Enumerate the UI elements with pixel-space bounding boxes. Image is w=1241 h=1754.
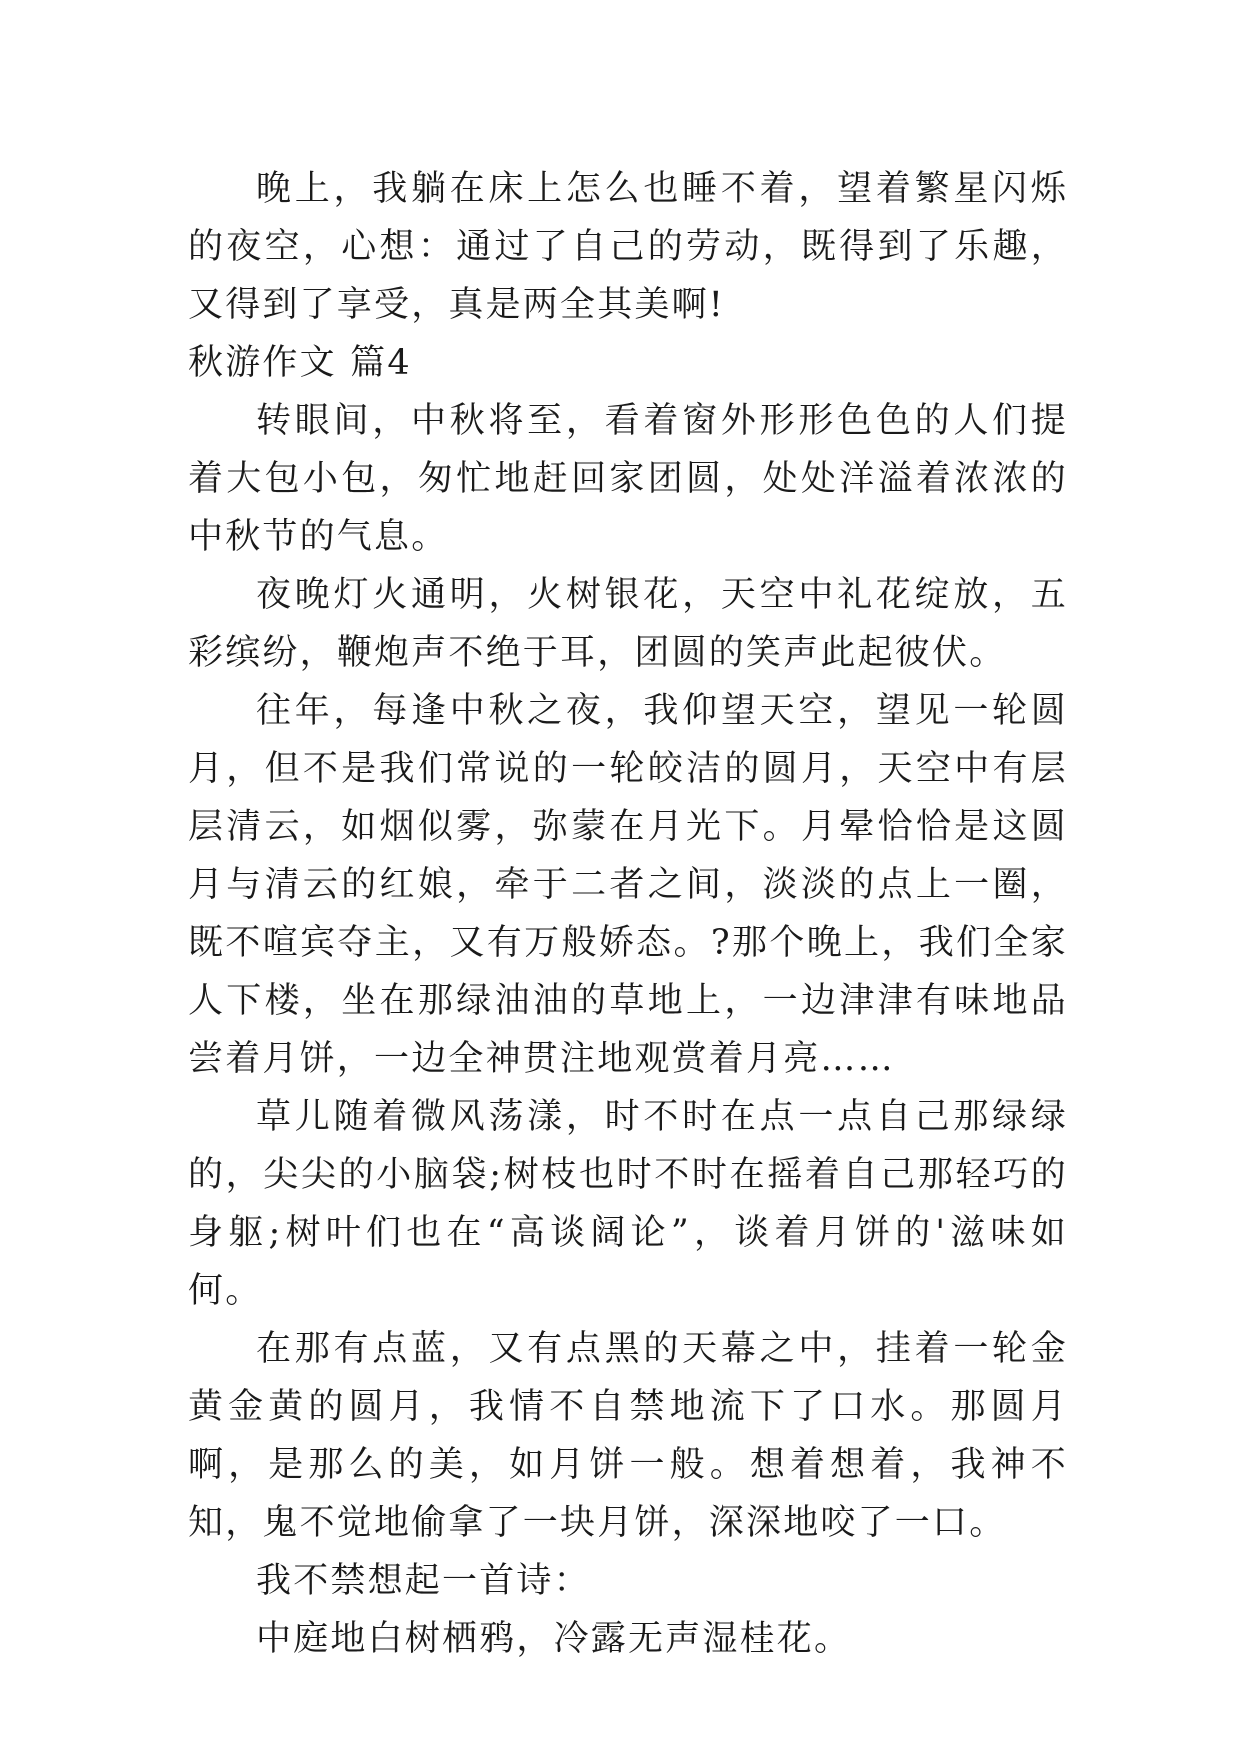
paragraph: 晚上，我躺在床上怎么也睡不着，望着繁星闪烁的夜空，心想：通过了自己的劳动，既得到了乐趣，又得到了享受，真是两全其美啊!	[188, 169, 1068, 325]
paragraph: 我不禁想起一首诗：	[256, 1561, 591, 1601]
paragraph: 草儿随着微风荡漾，时不时在点一点自己那绿绿的，尖尖的小脑袋;树枝也时不时在摇着自己那轻巧的身躯;树叶们也在“高谈阔论”，谈着月饼的'滋味如何。	[188, 1097, 1068, 1311]
section-heading: 秋游作文 篇4	[188, 343, 412, 383]
paragraph: 在那有点蓝，又有点黑的天幕之中，挂着一轮金黄金黄的圆月，我情不自禁地流下了口水。那圆月啊，是那么的美，如月饼一般。想着想着，我神不知，鬼不觉地偷拿了一块月饼，深深地咬了一口。	[188, 1329, 1068, 1543]
paragraph: 转眼间，中秋将至，看着窗外形形色色的人们提着大包小包，匆忙地赶回家团圆，处处洋溢着浓浓的中秋节的气息。	[188, 401, 1068, 557]
paragraph: 往年，每逢中秋之夜，我仰望天空，望见一轮圆月，但不是我们常说的一轮皎洁的圆月，天空中有层层清云，如烟似雾，弥蒙在月光下。月晕恰恰是这圆月与清云的红娘，牵于二者之间，淡淡的点上一圈，既不喧宾夺主，又有万般娇态。?那个晚上，我们全家人下楼，坐在那绿油油的草地上，一边津津有味地品尝着月饼，一边全神贯注地观赏着月亮……	[188, 691, 1068, 1079]
article-body	[188, 160, 1068, 1668]
paragraph: 夜晚灯火通明，火树银花，天空中礼花绽放，五彩缤纷，鞭炮声不绝于耳，团圆的笑声此起彼伏。	[188, 575, 1068, 673]
poem-line: 中庭地白树栖鸦，冷露无声湿桂花。	[256, 1619, 852, 1659]
